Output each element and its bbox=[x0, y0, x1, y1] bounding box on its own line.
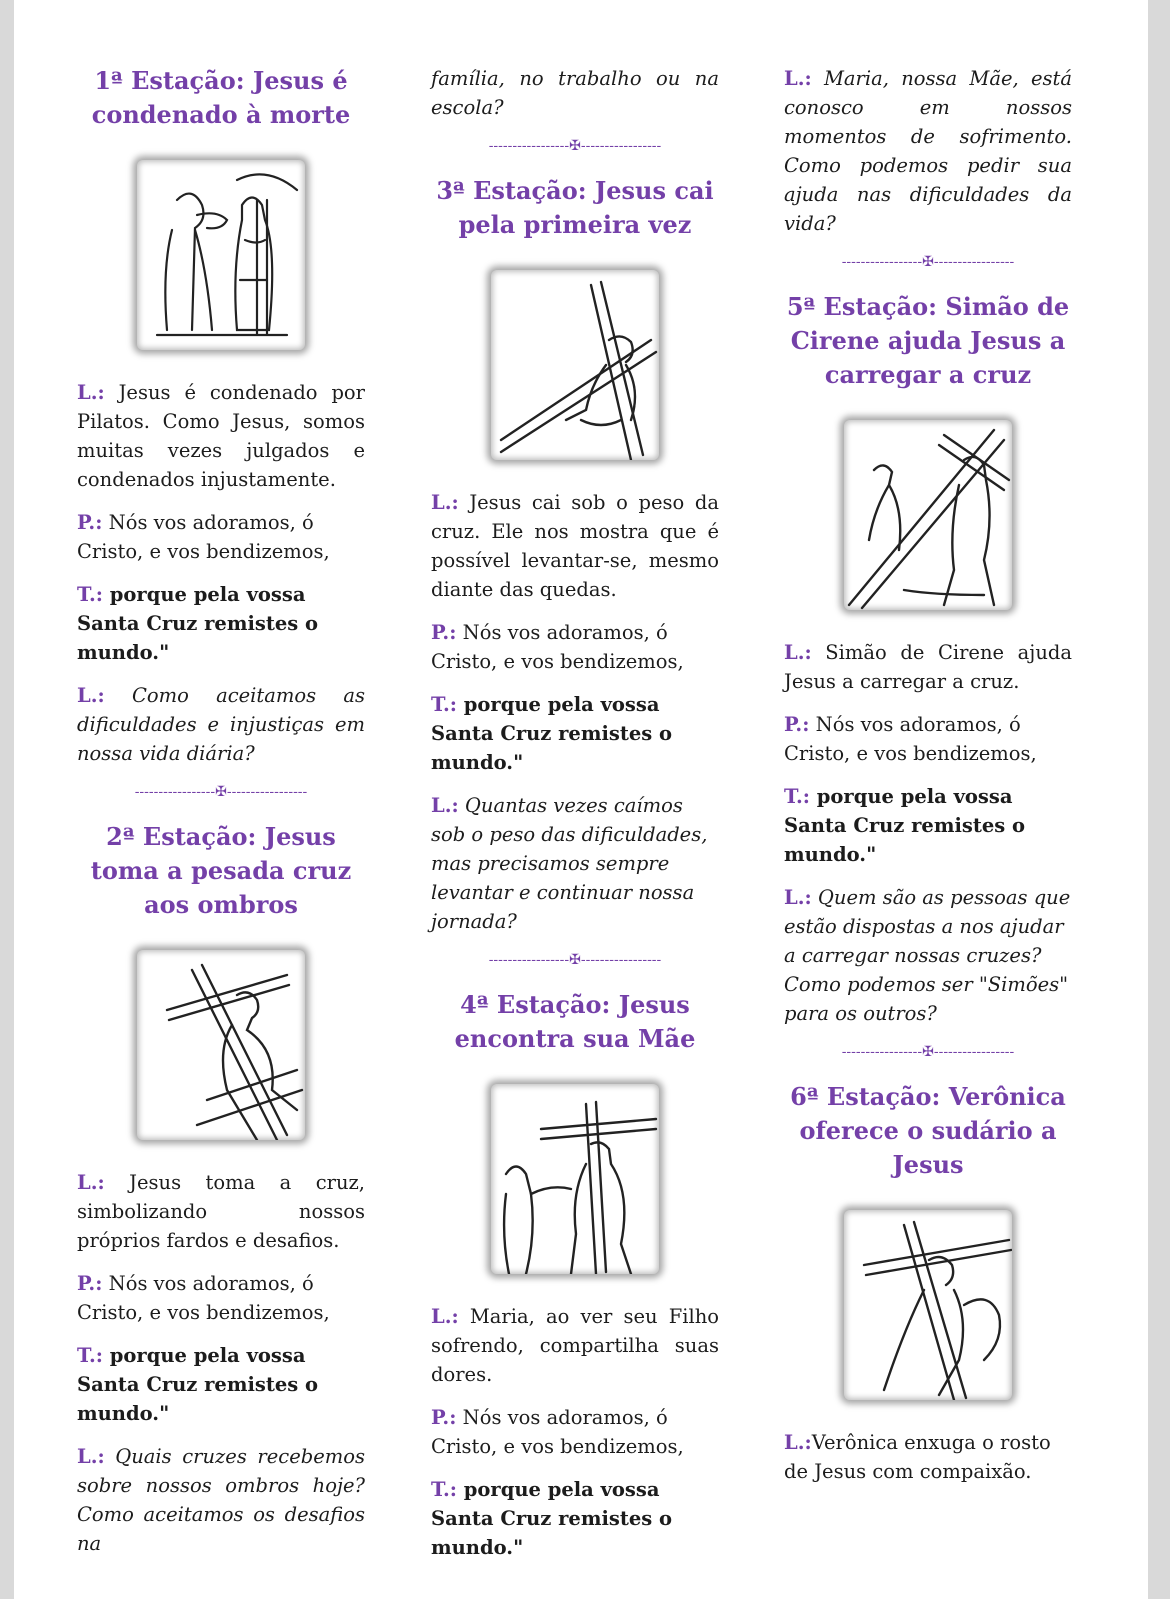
leader-label: L.: bbox=[784, 1431, 812, 1454]
station-5-title: 5ª Estação: Simão de Cirene ajuda Jesus a carregar a cruz bbox=[786, 292, 1070, 389]
station-3-people-text: Nós vos adoramos, ó Cristo, e vos bendizemos, bbox=[431, 621, 684, 673]
station-6-title: 6ª Estação: Verônica oferece o sudário a Jesus bbox=[790, 1082, 1066, 1179]
leader-label: L.: bbox=[77, 1171, 105, 1194]
station-3-people-response bbox=[431, 618, 719, 676]
people-label: P.: bbox=[431, 1406, 457, 1429]
column-3 bbox=[784, 64, 1072, 1500]
leader-label: L.: bbox=[784, 641, 812, 664]
station-3-reading-text: Jesus cai sob o peso da cruz. Ele nos mostra que é possível levantar-se, mesmo diante das quedas. bbox=[431, 491, 719, 601]
station-1-people-text: Nós vos adoramos, ó Cristo, e vos bendizemos, bbox=[77, 511, 330, 563]
station-4-reflection bbox=[784, 64, 1072, 238]
station-4-reading bbox=[431, 1302, 719, 1389]
station-2-all-response bbox=[77, 1341, 365, 1428]
separator: -----------------✠----------------- bbox=[488, 138, 662, 154]
station-3-reflection bbox=[431, 791, 719, 936]
station-5-people-text: Nós vos adoramos, ó Cristo, e vos bendizemos, bbox=[784, 713, 1037, 765]
station-5-all-response bbox=[784, 782, 1072, 869]
station-5-image bbox=[844, 420, 1012, 610]
station-1-title: 1ª Estação: Jesus é condenado à morte bbox=[91, 66, 351, 129]
station-6-reading-text: Verônica enxuga o rosto de Jesus com compaixão. bbox=[784, 1431, 1051, 1483]
all-label: T.: bbox=[77, 1344, 103, 1367]
station-5-reading-text: Simão de Cirene ajuda Jesus a carregar a cruz. bbox=[784, 641, 1072, 693]
leader-label: L.: bbox=[431, 1305, 459, 1328]
station-5-people-response bbox=[784, 710, 1072, 768]
leader-label: L.: bbox=[431, 491, 459, 514]
column-2 bbox=[431, 64, 719, 1576]
station-2-reflection-continued: família, no trabalho ou na escola? bbox=[431, 67, 719, 119]
separator: -----------------✠----------------- bbox=[841, 254, 1015, 270]
station-4-reading-text: Maria, ao ver seu Filho sofrendo, compartilha suas dores. bbox=[431, 1305, 720, 1386]
station-2-people-text: Nós vos adoramos, ó Cristo, e vos bendizemos, bbox=[77, 1272, 330, 1324]
station-2-people-response bbox=[77, 1269, 365, 1327]
jesus-meets-mother-illustration bbox=[491, 1084, 659, 1274]
simon-helps-jesus-illustration bbox=[844, 420, 1012, 610]
station-3-all-text: porque pela vossa Santa Cruz remistes o mundo." bbox=[431, 693, 673, 774]
station-1-reading-text: Jesus é condenado por Pilatos. Como Jesus, somos muitas vezes julgados e condenados injustamente. bbox=[77, 381, 365, 491]
all-label: T.: bbox=[77, 583, 103, 606]
separator: -----------------✠----------------- bbox=[488, 952, 662, 968]
station-3-all-response bbox=[431, 690, 719, 777]
station-1-reflection bbox=[77, 681, 365, 768]
station-1-image bbox=[137, 160, 305, 350]
station-1-all-text: porque pela vossa Santa Cruz remistes o mundo." bbox=[77, 583, 319, 664]
all-label: T.: bbox=[784, 785, 810, 808]
jesus-condemned-illustration bbox=[137, 160, 305, 350]
leader-label: L.: bbox=[431, 794, 459, 817]
leader-label: L.: bbox=[784, 67, 812, 90]
station-4-people-response bbox=[431, 1403, 719, 1461]
station-1-reflection-text: Como aceitamos as dificuldades e injustiças em nossa vida diária? bbox=[77, 684, 365, 765]
station-4-title: 4ª Estação: Jesus encontra sua Mãe bbox=[454, 990, 696, 1053]
leader-label: L.: bbox=[77, 381, 105, 404]
station-3-reading bbox=[431, 488, 719, 604]
station-2-reflection-text: Quais cruzes recebemos sobre nossos ombros hoje? Como aceitamos os desafios na bbox=[77, 1445, 365, 1555]
jesus-takes-cross-illustration bbox=[137, 950, 305, 1140]
station-2-all-text: porque pela vossa Santa Cruz remistes o mundo." bbox=[77, 1344, 319, 1425]
all-label: T.: bbox=[431, 1478, 457, 1501]
station-5-reading bbox=[784, 638, 1072, 696]
veronica-veil-illustration bbox=[844, 1210, 1012, 1400]
station-2-reflection bbox=[77, 1442, 365, 1558]
leader-label: L.: bbox=[77, 1445, 105, 1468]
station-2-reading-text: Jesus toma a cruz, simbolizando nossos próprios fardos e desafios. bbox=[77, 1171, 366, 1252]
station-6-reading bbox=[784, 1428, 1072, 1486]
station-2-image bbox=[137, 950, 305, 1140]
station-4-all-response bbox=[431, 1475, 719, 1562]
station-5-reflection-text: Quem são as pessoas que estão dispostas a nos ajudar a carregar nossas cruzes? Como podemos ser "Simões" para os outros? bbox=[784, 886, 1071, 1025]
jesus-falls-illustration bbox=[491, 270, 659, 460]
station-3-image bbox=[491, 270, 659, 460]
station-5-all-text: porque pela vossa Santa Cruz remistes o mundo." bbox=[784, 785, 1026, 866]
station-3-title: 3ª Estação: Jesus cai pela primeira vez bbox=[436, 176, 714, 239]
separator: -----------------✠----------------- bbox=[134, 784, 308, 800]
people-label: P.: bbox=[784, 713, 810, 736]
station-4-all-text: porque pela vossa Santa Cruz remistes o mundo." bbox=[431, 1478, 673, 1559]
people-label: P.: bbox=[77, 511, 103, 534]
column-1 bbox=[77, 64, 365, 1572]
prayer-leaflet-page bbox=[14, 0, 1148, 1599]
station-4-reflection-text: Maria, nossa Mãe, está conosco em nossos momentos de sofrimento. Como podemos pedir sua ajuda nas dificuldades da vida? bbox=[784, 67, 1072, 235]
leader-label: L.: bbox=[77, 684, 105, 707]
station-2-reading bbox=[77, 1168, 365, 1255]
all-label: T.: bbox=[431, 693, 457, 716]
station-3-reflection-text: Quantas vezes caímos sob o peso das dificuldades, mas precisamos sempre levantar e continuar nossa jornada? bbox=[431, 794, 708, 933]
station-1-people-response bbox=[77, 508, 365, 566]
separator: -----------------✠----------------- bbox=[841, 1044, 1015, 1060]
station-1-reading bbox=[77, 378, 365, 494]
station-5-reflection bbox=[784, 883, 1072, 1028]
people-label: P.: bbox=[77, 1272, 103, 1295]
station-4-people-text: Nós vos adoramos, ó Cristo, e vos bendizemos, bbox=[431, 1406, 684, 1458]
station-1-all-response bbox=[77, 580, 365, 667]
station-4-image bbox=[491, 1084, 659, 1274]
people-label: P.: bbox=[431, 621, 457, 644]
station-6-image bbox=[844, 1210, 1012, 1400]
station-2-title: 2ª Estação: Jesus toma a pesada cruz aos ombros bbox=[90, 822, 352, 919]
leader-label: L.: bbox=[784, 886, 812, 909]
